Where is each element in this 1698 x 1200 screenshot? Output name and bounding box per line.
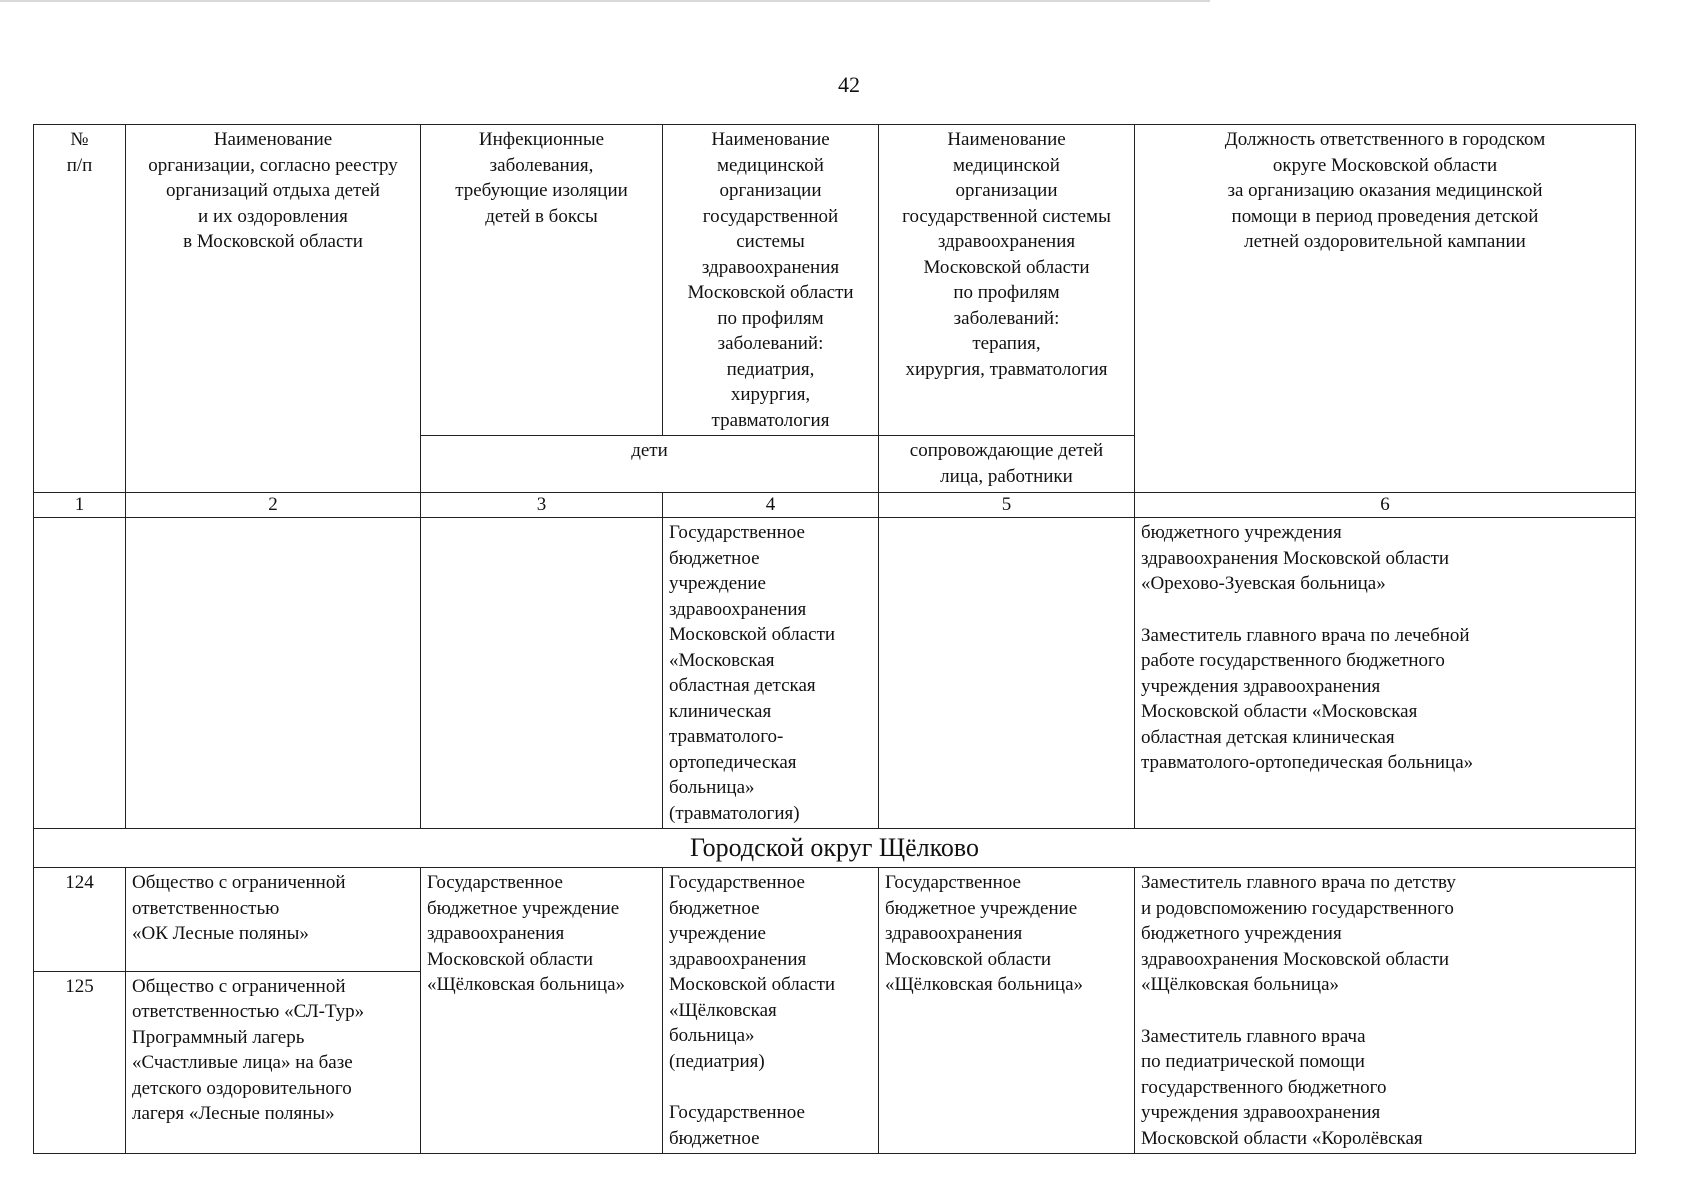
- cell-empty: [421, 518, 663, 829]
- continuation-row: [34, 518, 1636, 829]
- column-number: 4: [663, 493, 879, 518]
- infection-hospital: Государственное бюджетное учреждение здравоохранения Московской области «Щёлковская больница»: [421, 868, 663, 1154]
- cell-empty: [34, 518, 126, 829]
- subheader-escorts: сопровождающие детей лица, работники: [879, 436, 1135, 493]
- continuation-medorg-children: Государственное бюджетное учреждение здравоохранения Московской области «Московская областная детская клиническая травматолого- ортопедическая больница» (травматология): [663, 518, 879, 829]
- header-medorg-children: Наименование медицинской организации государственной системы здравоохранения Московской области по профилям заболеваний: педиатрия, хирургия, травматология: [663, 125, 879, 436]
- header-organization: Наименование организации, согласно реестру организаций отдыха детей и их оздоровления в Московской области: [126, 125, 421, 493]
- header-medorg-adults: Наименование медицинской организации государственной системы здравоохранения Московской области по профилям заболеваний: терапия, хирургия, травматология: [879, 125, 1135, 436]
- column-number: 5: [879, 493, 1135, 518]
- cell-empty: [879, 518, 1135, 829]
- children-medorg: Государственное бюджетное учреждение здравоохранения Московской области «Щёлковская больница» (педиатрия) Государственное бюджетное: [663, 868, 879, 1154]
- column-number: 3: [421, 493, 663, 518]
- row-number: 125: [34, 971, 126, 1153]
- organization-name: Общество с ограниченной ответственностью «СЛ-Тур» Программный лагерь «Счастливые лица» на базе детского оздоровительного лагеря «Лесные поляны»: [126, 971, 421, 1153]
- cell-empty: [126, 518, 421, 829]
- responsible-position: Заместитель главного врача по детству и родовспоможению государственного бюджетного учреждения здравоохранения Московской области «Щёлковская больница» Заместитель главного врача по педиатрической помощи государственного бюджетного учреждения здравоохранения Московской области «Королёвская: [1135, 868, 1636, 1154]
- row-number: 124: [34, 868, 126, 972]
- header-infections: Инфекционные заболевания, требующие изоляции детей в боксы: [421, 125, 663, 436]
- organization-name: Общество с ограниченной ответственностью «ОК Лесные поляны»: [126, 868, 421, 972]
- region-row: [34, 829, 1636, 868]
- header-responsible-position: Должность ответственного в городском округе Московской области за организацию оказания медицинской помощи в период проведения детской летней оздоровительной кампании: [1135, 125, 1636, 493]
- region-title: Городской округ Щёлково: [34, 829, 1636, 868]
- table-row: [34, 868, 1636, 972]
- column-number: 1: [34, 493, 126, 518]
- subheader-children: дети: [421, 436, 879, 493]
- continuation-responsible: бюджетного учреждения здравоохранения Московской области «Орехово-Зуевская больница» Заместитель главного врача по лечебной работе государственного бюджетного учреждения здравоохранения Московской области «Московская областная детская клиническая травматолого-ортопедическая больница»: [1135, 518, 1636, 829]
- scan-top-edge: [0, 0, 1210, 2]
- page-number: 42: [838, 72, 860, 97]
- header-row: [34, 125, 1636, 436]
- adults-medorg: Государственное бюджетное учреждение здравоохранения Московской области «Щёлковская больница»: [879, 868, 1135, 1154]
- column-number: 6: [1135, 493, 1636, 518]
- column-number-row: [34, 493, 1636, 518]
- header-number: № п/п: [34, 125, 126, 493]
- medical-organizations-table: [33, 124, 1636, 1154]
- column-number: 2: [126, 493, 421, 518]
